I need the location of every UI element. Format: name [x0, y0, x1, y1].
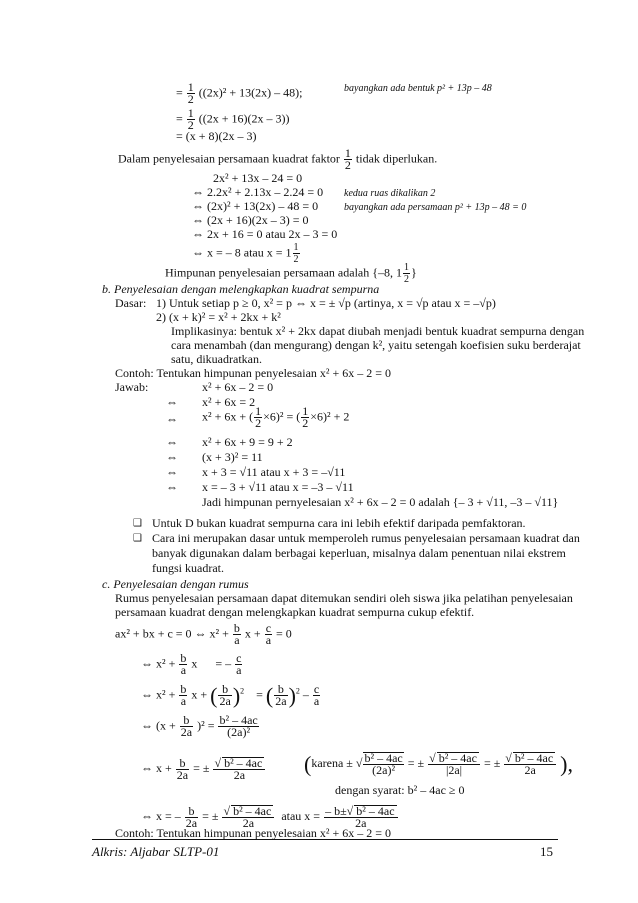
top-line-2 [176, 108, 290, 131]
fraction-half: $\frac{1}{2}$ [293, 242, 299, 265]
formula-row-5 [141, 757, 266, 781]
fraction-half: $\frac{1}{2}$ [255, 404, 262, 430]
syarat: dengan syarat: b² – 4ac ≥ 0 [335, 783, 465, 797]
checkbox-bullet-icon: ❑ [133, 518, 142, 529]
iff-2: ⇔ [166, 412, 178, 426]
factor-note-pre: Dalam penyelesaian persamaan kuadrat faktor [118, 151, 340, 166]
r4b-text: )² = [197, 718, 215, 733]
jawab-5: x + 3 = √11 atau x + 3 = –√11 [202, 465, 346, 479]
step-2: ⇔ 2.2x² + 2.13x – 2.24 = 0 [192, 185, 324, 199]
r1c-text: = 0 [276, 626, 292, 641]
formula-row-3: ⇔ x² + $\frac{b}{a}$ x + ( $\frac{b}{2a}$ )$^2$ = ( $\frac{b}{2a}$ )$^2$ – $\frac{c}{a}$ [141, 682, 320, 708]
iff-5: ⇔ [166, 465, 178, 479]
eqpm-1: = ± [407, 755, 425, 770]
bullet-2b: banyak digunakan dalam berbagai keperluan, misalnya dalam penentuan nilai ekstrem [152, 546, 566, 560]
jawab-0: x² + 6x – 2 = 0 [202, 380, 274, 394]
jawab-2-c: ×6)² + 2 [310, 409, 350, 424]
jawab-2-a: x² + 6x + ( [202, 409, 254, 424]
r6b-text: = ± [202, 808, 219, 823]
atau-text: atau x = [281, 808, 321, 823]
r3a-text: ⇔ x² + [141, 687, 176, 702]
fraction-c-over-a: $\frac{c}{a}$ [313, 682, 320, 708]
jawab-1: x² + 6x = 2 [202, 395, 256, 409]
fraction-b-over-2a: $\frac{b}{2a}$ [185, 803, 198, 830]
top-line-3: = (x + 8)(2x – 3) [176, 129, 257, 143]
fraction-half: $\frac{1}{2}$ [344, 146, 351, 172]
implication-2: cara menambah (dan mengurang) dengan k², yaitu setengah koefisien suku berderajat [171, 338, 581, 352]
step-2-note: kedua ruas dikalikan 2 [344, 188, 436, 199]
step-3-note: bayangkan ada persamaan p² + 13p – 48 = 0 [344, 202, 527, 213]
top-expression-1: ((2x)² + 13(2x) – 48); [198, 85, 303, 100]
implication-1: Implikasinya: bentuk x² + 2kx dapat diubah menjadi bentuk kuadrat sempurna dengan [171, 324, 585, 338]
contoh-c: Contoh: Tentukan himpunan penyelesaian x² + 6x – 2 = 0 [115, 826, 392, 840]
r1b-text: x + [244, 626, 261, 641]
r2b-text: x [191, 656, 198, 671]
fraction-half: $\frac{1}{2}$ [187, 106, 194, 132]
bullet-2a: Cara ini merupakan dasar untuk memperoleh rumus penyelesaian persamaan kuadrat dan [152, 531, 580, 545]
fraction-c-over-a: $\frac{c}{a}$ [236, 651, 242, 677]
r2a-text: ⇔ x² + [141, 656, 176, 671]
step-5: ⇔ 2x + 16 = 0 atau 2x – 3 = 0 [192, 227, 338, 241]
step-4: ⇔ (2x + 16)(2x – 3) = 0 [192, 213, 309, 227]
dasar-label: Dasar: [115, 296, 147, 310]
section-c-title: c. Penyelesaian dengan rumus [102, 577, 249, 591]
left-paren: ( [304, 751, 312, 777]
jawab-label: Jawab: [115, 380, 149, 394]
top-note-1: bayangkan ada bentuk p² + 13p – 48 [344, 83, 492, 94]
equals-sign: = [176, 111, 183, 126]
top-line-1 [176, 82, 302, 105]
karena-text: karena ± [311, 755, 353, 770]
fraction-b-over-2a: $\frac{b}{2a}$ [180, 713, 193, 739]
r1-text: ax² + bx + c = 0 ⇔ x² + [115, 626, 229, 641]
fraction-sqrt-disc-over-abs2a: $\frac{\text{√ b² – 4ac}}{|2a|}$ [428, 752, 480, 776]
dasar-1: 1) Untuk setiap p ≥ 0, x² = p ⇔ x = ± √p (artinya, x = √p atau x = –√p) [156, 296, 496, 310]
step-1: 2x² + 13x – 24 = 0 [213, 171, 303, 185]
fraction-half: $\frac{1}{2}$ [187, 80, 194, 106]
section-c-p1: Rumus penyelesaian persamaan dapat ditemukan sendiri oleh siswa jika pelatihan penyelesaian [115, 591, 573, 605]
fraction-b-over-a: $\frac{b}{a}$ [180, 682, 187, 708]
fraction-b-over-2a: $\frac{b}{2a}$ [219, 682, 231, 708]
fraction-b-over-a: $\frac{b}{a}$ [180, 651, 187, 677]
r6a-text: ⇔ x = – [141, 808, 181, 823]
formula-row-1 [115, 623, 292, 646]
r5a-text: ⇔ x + [141, 760, 172, 775]
r3d-text: – [302, 687, 309, 702]
implication-3: satu, dikuadratkan. [171, 352, 262, 366]
top-expression-2: ((2x + 16)(2x – 3)) [198, 111, 290, 126]
fraction-b-over-2a: $\frac{b}{2a}$ [275, 682, 287, 708]
fraction-half: $\frac{1}{2}$ [404, 262, 410, 285]
factor-note [118, 148, 437, 171]
section-b-title: b. Penyelesaian dengan melengkapkan kuadrat sempurna [102, 282, 380, 296]
dasar-2: 2) (x + k)² = x² + 2kx + k² [156, 310, 281, 324]
step-6-text: ⇔ x = – 8 atau x = 1 [192, 245, 292, 260]
karena-note: (karena ± √ $\frac{\text{b² – 4ac}}{\text{(2a)²}}$ = ± $\frac{\text{√ b² – 4ac}}{|2a|}$ = ± $\frac{\text{√ b² – 4ac}}{2a}$ ), [304, 751, 573, 777]
fraction-disc-over-2a-sq: $\frac{\text{b² – 4ac}}{\text{(2a)²}}$ [219, 713, 258, 739]
jawab-3: x² + 6x + 9 = 9 + 2 [202, 435, 293, 449]
fraction-c-over-a: $\frac{c}{a}$ [265, 621, 272, 647]
footer-title: Alkris: Aljabar SLTP-01 [92, 844, 220, 859]
fraction-sqrt-disc-over-2a: $\frac{\text{√ b² – 4ac}}{2a}$ [504, 752, 556, 776]
footer-divider [92, 839, 558, 840]
right-paren-comma: ), [560, 751, 573, 777]
bullet-1: Untuk D bukan kuadrat sempurna cara ini lebih efektif daripada pemfaktoran. [152, 516, 526, 530]
fraction-sqrt-disc-over-2a: $\frac{\text{√ b² – 4ac}}{2a}$ [213, 757, 265, 781]
formula-row-4 [141, 715, 260, 738]
factor-note-post: tidak diperlukan. [355, 151, 438, 166]
iff-3: ⇔ [166, 435, 178, 449]
fraction-quadratic-formula: $\frac{\text{– b±√ b² – 4ac}}{2a}$ [324, 805, 397, 829]
checkbox-bullet-icon: ❑ [133, 533, 142, 544]
r3c-text: = [256, 687, 263, 702]
jawab-2 [202, 406, 349, 429]
fraction-sqrt-disc-over-2a: $\frac{\text{√ b² – 4ac}}{2a}$ [222, 805, 274, 829]
formula-row-2 [141, 653, 243, 676]
jawab-conclusion: Jadi himpunan pernyelesaian x² + 6x – 2 = 0 adalah {– 3 + √11, –3 – √11} [202, 495, 559, 509]
page-number: 15 [540, 844, 553, 859]
iff-4: ⇔ [166, 450, 178, 464]
eqpm-2: = ± [483, 755, 501, 770]
iff-6: ⇔ [166, 480, 178, 494]
fraction-disc-over-2a-sq: $\frac{\text{b² – 4ac}}{\text{(2a)²}}$ [364, 751, 403, 777]
bullet-2c: fungsi kuadrat. [152, 561, 224, 575]
r5b-text: = ± [193, 760, 210, 775]
r2c-text: = – [215, 656, 232, 671]
jawab-2-b: ×6)² = ( [263, 409, 301, 424]
equals-sign: = [176, 85, 183, 100]
fraction-b-over-a: $\frac{b}{a}$ [233, 621, 240, 647]
solution-set-1-text: Himpunan penyelesaian persamaan adalah {–8, 1 [165, 265, 403, 280]
fraction-half: $\frac{1}{2}$ [302, 404, 309, 430]
iff-1: ⇔ [166, 395, 178, 409]
contoh-b: Contoh: Tentukan himpunan penyelesaian x² + 6x – 2 = 0 [115, 366, 392, 380]
r3b-text: x + [191, 687, 208, 702]
section-c-p2: persamaan kuadrat dengan melengkapkan kuadrat sempurna cukup efektif. [115, 605, 475, 619]
jawab-6: x = – 3 + √11 atau x = –3 – √11 [202, 480, 354, 494]
step-3: ⇔ (2x)² + 13(2x) – 48 = 0 [192, 199, 319, 213]
r4a-text: ⇔ (x + [141, 718, 176, 733]
jawab-4: (x + 3)² = 11 [202, 450, 263, 464]
fraction-b-over-2a: $\frac{b}{2a}$ [176, 755, 189, 782]
solution-set-1: Himpunan penyelesaian persamaan adalah {–8, 1 $\frac{1}{2}$ } [165, 262, 417, 285]
